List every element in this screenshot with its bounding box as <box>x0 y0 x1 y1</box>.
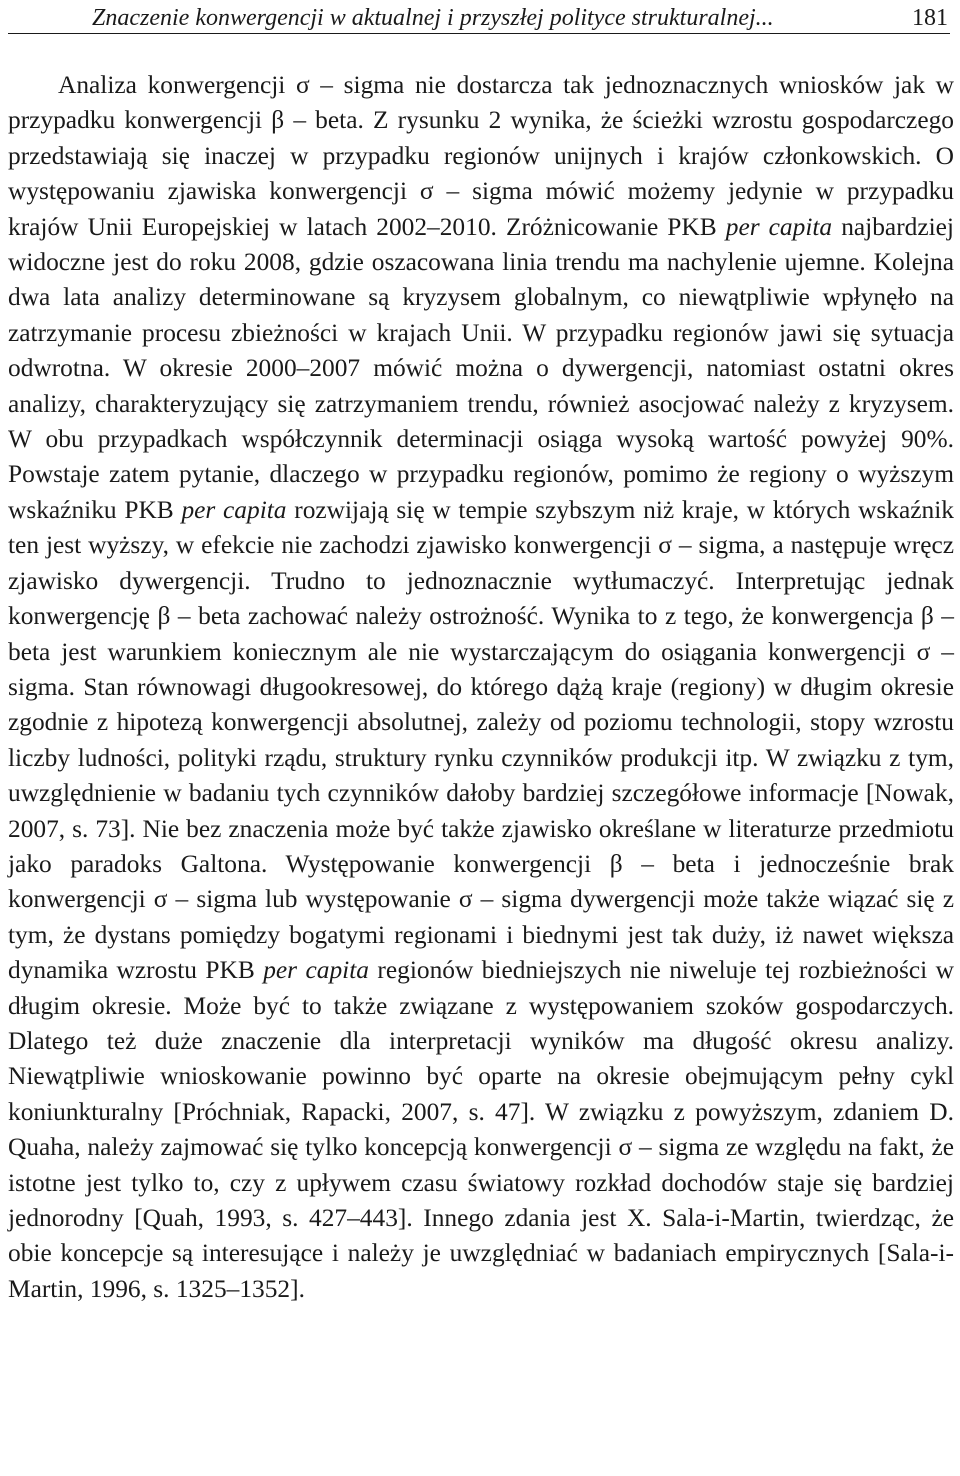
paragraph-text-part-4: regionów biedniejszych nie niweluje tej rozbieżności w długim okresie. Może być to także związane z występowaniem szoków gospodarczych. Dlatego też duże znaczenie dla interpretacji wyników ma długość okresu analizy. Niewątpliwie wnioskowanie powinno być oparte na okresie obejmującym pełny cykl koniunkturalny [Próchniak, Rapacki, 2007, s. 47]. W związku z powyższym, zdaniem D. Quaha, należy zajmować się tylko koncepcją konwergencji σ – sigma ze względu na fakt, że istotne jest tylko to, czy z upływem czasu światowy rozkład dochodów staje się bardziej jednorodny [Quah, 1993, s. 427–443]. Innego zdania jest X. Sala-i-Martin, twierdząc, że obie koncepcje są interesujące i należy je uwzględniać w badaniach empirycznych [Sala-i-Martin, 1996, s. 1325–1352]. <box>8 956 954 1303</box>
italic-per-capita-3: per capita <box>263 956 369 985</box>
paragraph-text-part-2: najbardziej widoczne jest do roku 2008, gdzie oszacowana linia trendu ma nachylenie ujemne. Kolejna dwa lata analizy determinowane są kryzysem globalnym, co niewątpliwie wpłynęło na zatrzymanie procesu zbieżności w krajach Unii. W przypadku regionów jawi się sytuacja odwrotna. W okresie 2000–2007 mówić można o dywergencji, natomiast ostatni okres analizy, charakteryzujący się zatrzymaniem trendu, również asocjować należy z kryzysem. W obu przypadkach współczynnik determinacji osiąga wysoką wartość powyżej 90%. Powstaje zatem pytanie, dlaczego w przypadku regionów, pomimo że regiony o wyższym wskaźniku PKB <box>8 212 954 524</box>
paragraph-text-part-1: Analiza konwergencji σ – sigma nie dostarcza tak jednoznacznych wniosków jak w przypadku konwergencji β – beta. Z rysunku 2 wynika, że ścieżki wzrostu gospodarczego przedstawiają się inaczej w przypadku regionów unijnych i krajów członkowskich. O występowaniu zjawiska konwergencji σ – sigma mówić możemy jedynie w przypadku krajów Unii Europejskiej w latach 2002–2010. Zróżnicowanie PKB <box>8 71 954 241</box>
italic-per-capita-1: per capita <box>725 212 833 241</box>
running-header-title: Znaczenie konwergencji w aktualnej i przyszłej polityce strukturalnej... <box>92 5 774 31</box>
running-header <box>8 0 950 34</box>
page-number: 181 <box>912 5 948 31</box>
paragraph-text-part-3: rozwijają się w tempie szybszym niż kraje, w których wskaźnik ten jest wyższy, w efekcie nie zachodzi zjawisko konwergencji σ – sigma, a następuje wręcz zjawisko dywergencji. Trudno to jednoznacznie wytłumaczyć. Interpretując jednak konwergencję β – beta zachować należy ostrożność. Wynika to z tego, że konwergencja β –beta jest warunkiem koniecznym ale nie wystarczającym do osiągania konwergencji σ – sigma. Stan równowagi długookresowej, do którego dążą kraje (regiony) w długim okresie zgodnie z hipotezą konwergencji absolutnej, zależy od poziomu technologii, stopy wzrostu liczby ludności, polityki rządu, struktury rynku czynników produkcji itp. W związku z tym, uwzględnienie w badaniu tych czynników dałoby bardziej szczegółowe informacje [Nowak, 2007, s. 73]. Nie bez znaczenia może być także zjawisko określane w literaturze przedmiotu jako paradoks Galtona. Występowanie konwergencji β – beta i jednocześnie brak konwergencji σ – sigma lub występowanie σ – sigma dywergencji może także wiązać się z tym, że dystans pomiędzy bogatymi regionami i biednymi jest tak duży, iż nawet większa dynamika wzrostu PKB <box>8 495 954 985</box>
italic-per-capita-2: per capita <box>181 495 287 524</box>
body-paragraph <box>8 68 954 1307</box>
